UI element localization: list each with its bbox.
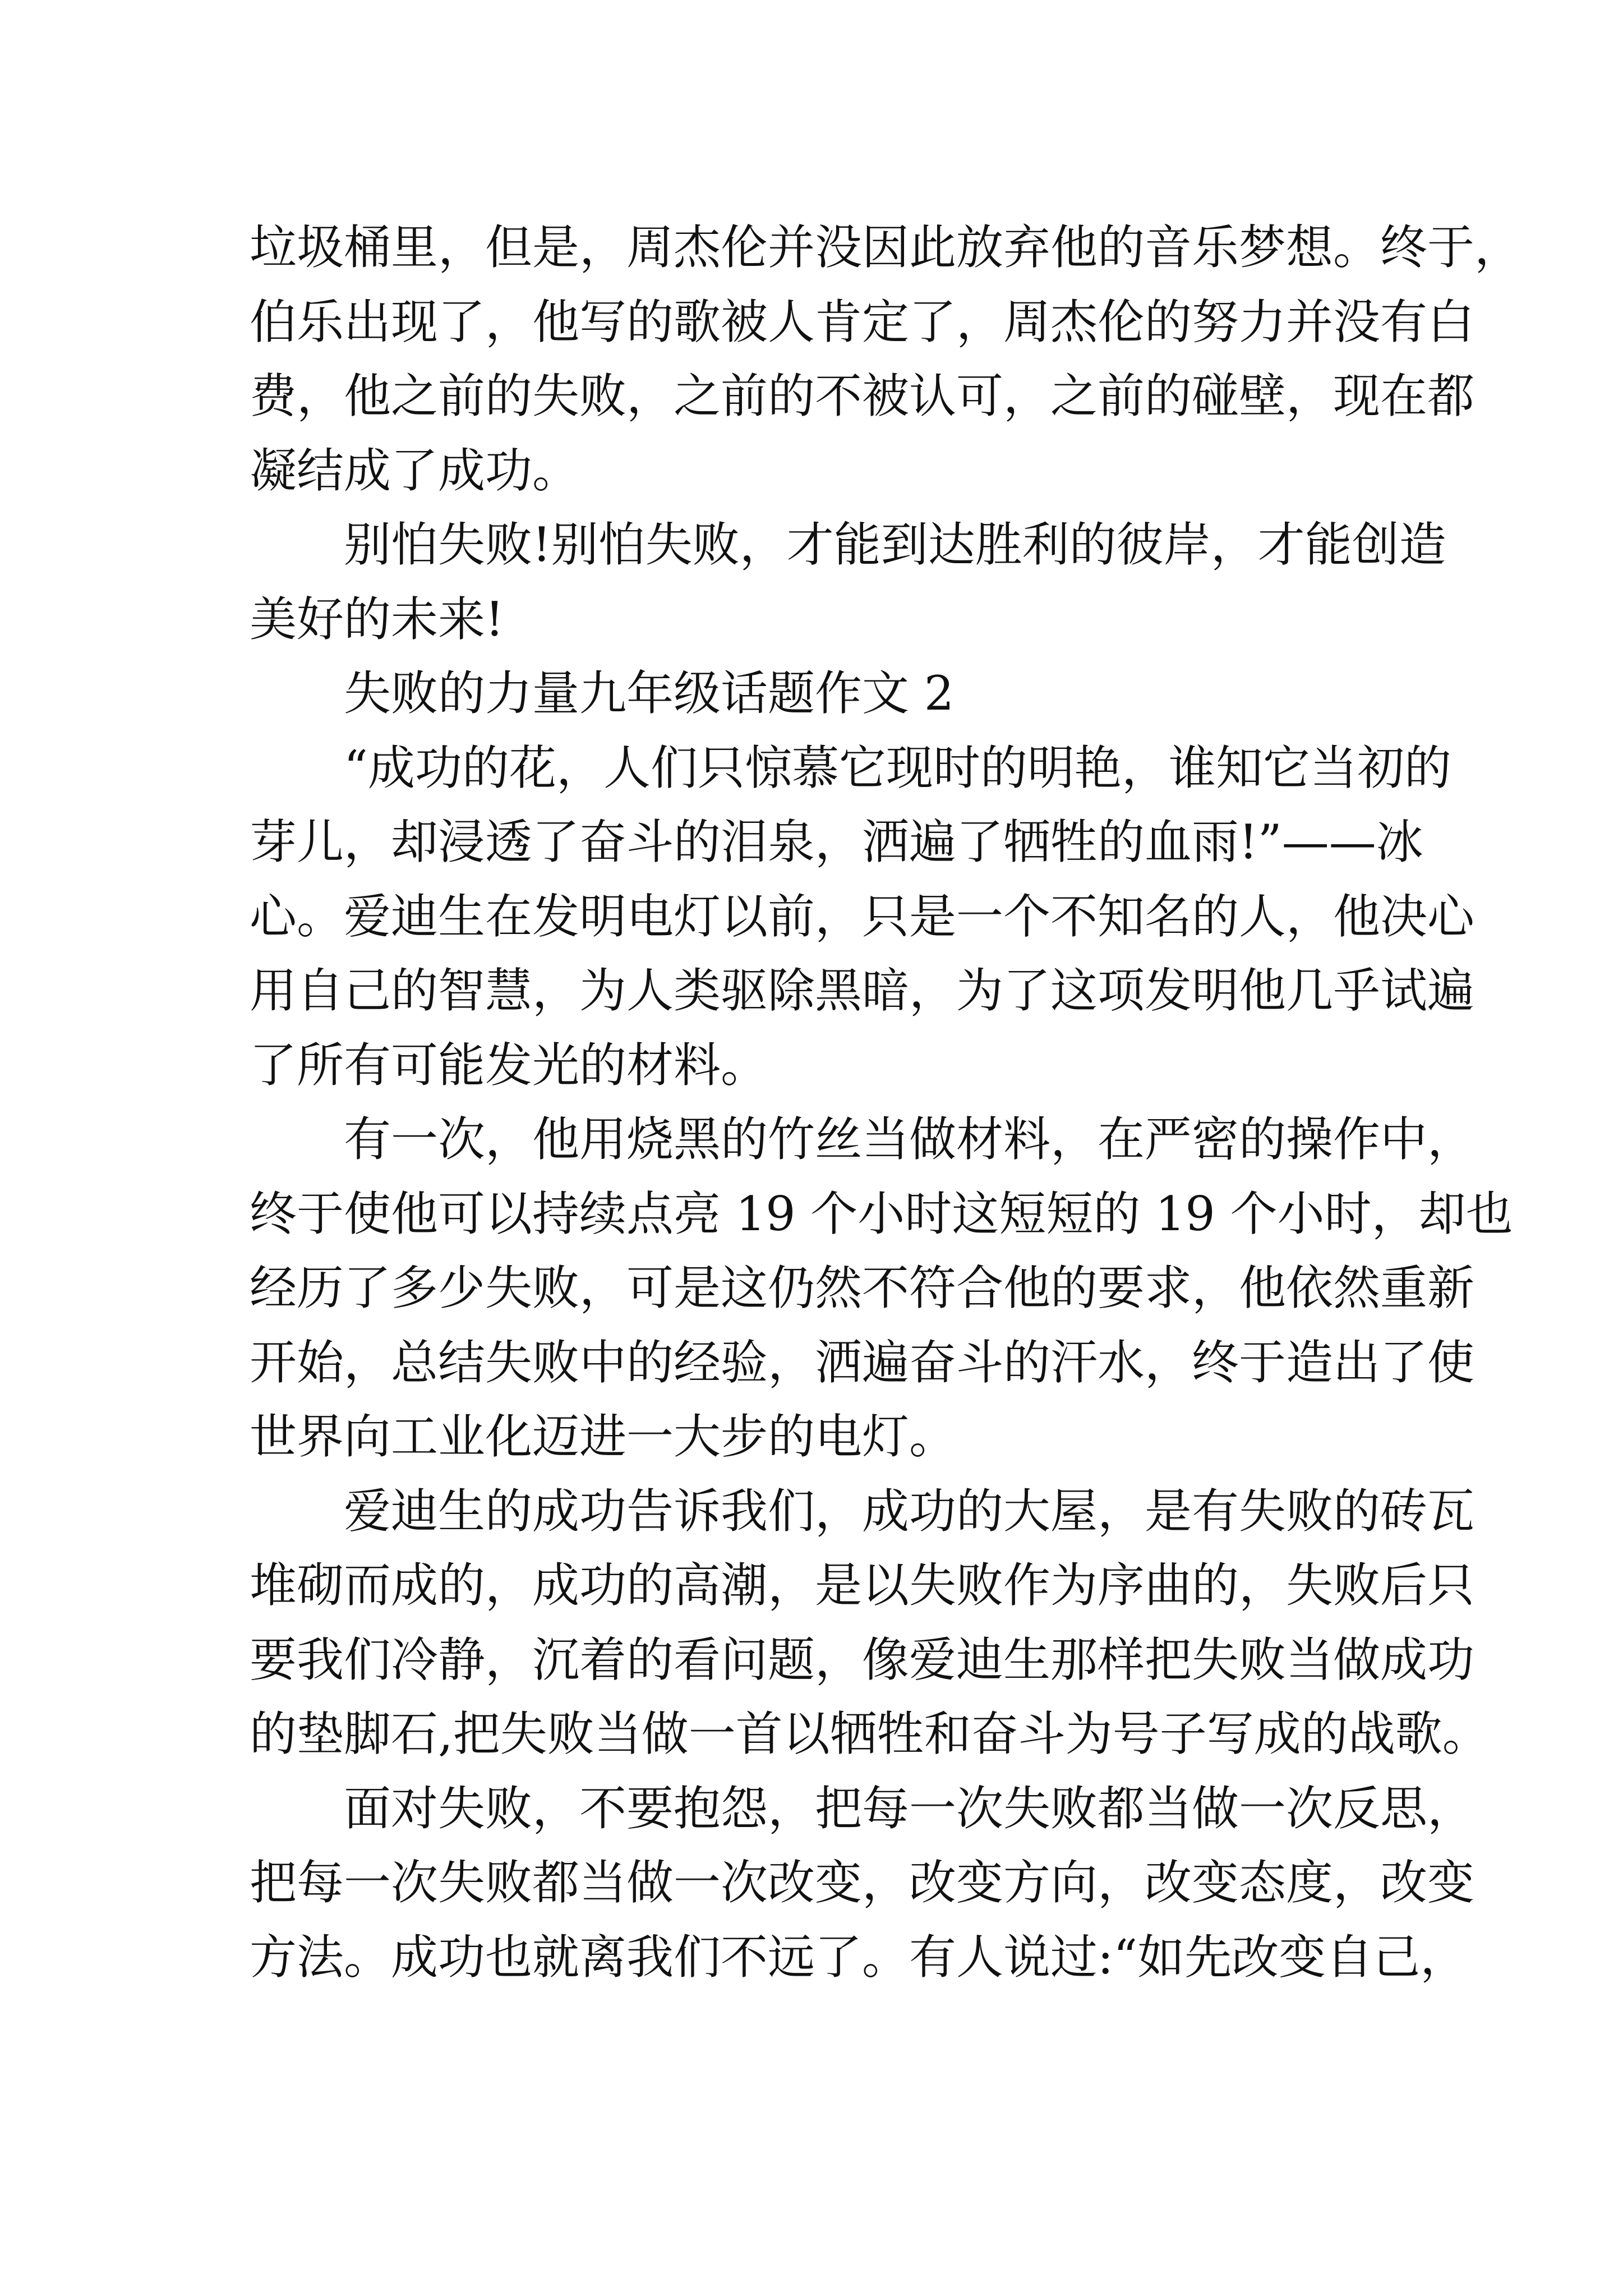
text-line: 费，他之前的失败，之前的不被认可，之前的碰壁，现在都 [250,369,1475,424]
text-line: 把每一次失败都当做一次改变，改变方向，改变态度，改变 [250,1855,1475,1910]
essay-title: 失败的力量九年级话题作文 2 [344,666,955,721]
text-line: “成功的花，人们只惊慕它现时的明艳，谁知它当初的 [344,740,1451,795]
paragraph-edison-lesson [250,1474,1490,1772]
paragraph-zhou-jielun [250,210,1522,508]
text-line: 美好的未来! [250,591,504,647]
text-line: 用自己的智慧，为人类驱除黑暗，为了这项发明他几乎试遍 [250,963,1475,1018]
document-body [250,210,1522,1994]
paragraph-bamboo-filament [250,1102,1513,1474]
text-line: 了所有可能发光的材料。 [250,1037,768,1093]
text-line: 开始，总结失败中的经验，洒遍奋斗的汗水，终于造出了使 [250,1335,1475,1390]
text-line: 经历了多少失败，可是这仍然不符合他的要求，他依然重新 [250,1260,1475,1315]
text-line: 终于使他可以持续点亮 19 个小时这短短的 19 个小时，却也 [250,1186,1513,1241]
text-line: 有一次，他用烧黑的竹丝当做材料，在严密的操作中， [344,1112,1475,1167]
text-line: 凝结成了成功。 [250,443,580,498]
text-line: 垃圾桶里，但是，周杰伦并没因此放弃他的音乐梦想。终于， [250,220,1522,275]
essay-heading [250,656,1377,731]
text-line: 要我们冷静，沉着的看问题，像爱迪生那样把失败当做成功 [250,1632,1475,1687]
paragraph-dont-fear-failure [250,508,1446,656]
text-line: 爱迪生的成功告诉我们，成功的大屋，是有失败的砖瓦 [344,1483,1475,1539]
text-line: 世界向工业化迈进一大步的电灯。 [250,1409,957,1464]
text-line: 面对失败，不要抱怨，把每一次失败都当做一次反思， [344,1780,1475,1836]
text-line: 心。爱迪生在发明电灯以前，只是一个不知名的人，他决心 [250,889,1475,944]
text-line: 堆砌而成的，成功的高潮，是以失败作为序曲的，失败后只 [250,1558,1475,1613]
text-line: 的垫脚石,把失败当做一首以牺牲和奋斗为号子写成的战歌。 [250,1706,1490,1761]
paragraph-face-failure [250,1772,1475,1995]
paragraph-bingxin-quote [250,731,1475,1103]
text-line: 方法。成功也就离我们不远了。有人说过:“如先改变自己， [250,1929,1468,1985]
text-line: 伯乐出现了，他写的歌被人肯定了，周杰伦的努力并没有白 [250,294,1475,349]
text-line: 芽儿，却浸透了奋斗的泪泉，洒遍了牺牲的血雨!”——冰 [250,815,1423,869]
text-line: 别怕失败!别怕失败，才能到达胜利的彼岸，才能创造 [344,517,1446,572]
